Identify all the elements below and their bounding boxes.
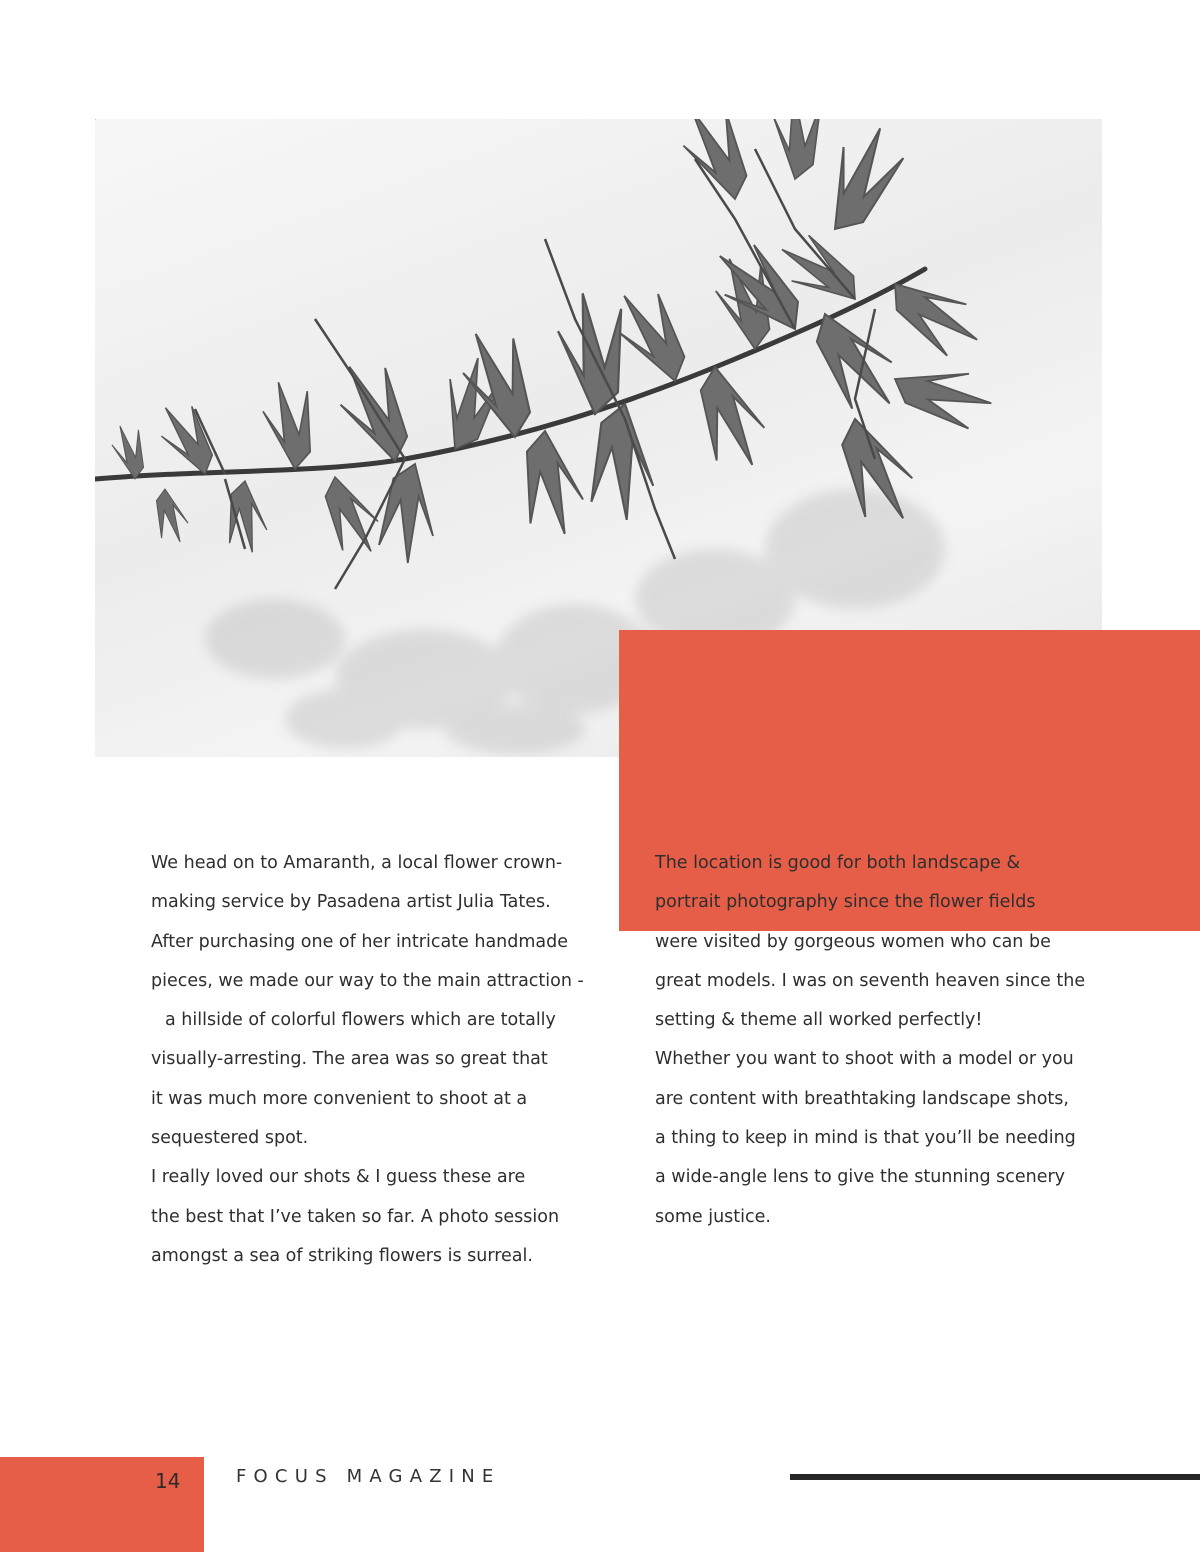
article-line: making service by Pasadena artist Julia Tates. — [151, 892, 551, 913]
article-column-right — [655, 844, 1085, 1237]
article-line: were visited by gorgeous women who can be — [655, 931, 1051, 952]
article-line: The location is good for both landscape & — [655, 853, 1021, 873]
article-line: After purchasing one of her intricate handmade — [151, 931, 569, 952]
magazine-name: FOCUS MAGAZINE — [236, 1466, 501, 1487]
article-line: a thing to keep in mind is that you’ll be needing — [655, 1128, 1076, 1149]
article-line: setting & theme all worked perfectly! — [655, 1010, 983, 1031]
article-line: We head on to Amaranth, a local flower crown- — [151, 853, 563, 873]
article-column-left — [151, 844, 584, 1276]
article-line: sequestered spot. — [151, 1128, 309, 1149]
article-line: some justice. — [655, 1206, 771, 1227]
article-line: Whether you want to shoot with a model or you — [655, 1049, 1074, 1070]
article-line: a wide-angle lens to give the stunning scenery — [655, 1167, 1066, 1188]
article-line: I really loved our shots & I guess these are — [151, 1167, 526, 1188]
article-line: are content with breathtaking landscape shots, — [655, 1088, 1069, 1109]
article-line: it was much more convenient to shoot at a — [151, 1088, 528, 1109]
page-number: 14 — [155, 1469, 181, 1493]
footer-divider — [790, 1474, 1200, 1480]
article-line: pieces, we made our way to the main attraction - — [151, 970, 584, 991]
article-line: amongst a sea of striking flowers is surreal. — [151, 1245, 533, 1266]
article-line: a hillside of colorful flowers which are totally — [165, 1010, 556, 1031]
article-line: visually-arresting. The area was so great that — [151, 1049, 548, 1070]
article-line: portrait photography since the flower fields — [655, 892, 1036, 913]
article-line: the best that I’ve taken so far. A photo session — [151, 1206, 560, 1227]
article-line: great models. I was on seventh heaven since the — [655, 970, 1086, 991]
